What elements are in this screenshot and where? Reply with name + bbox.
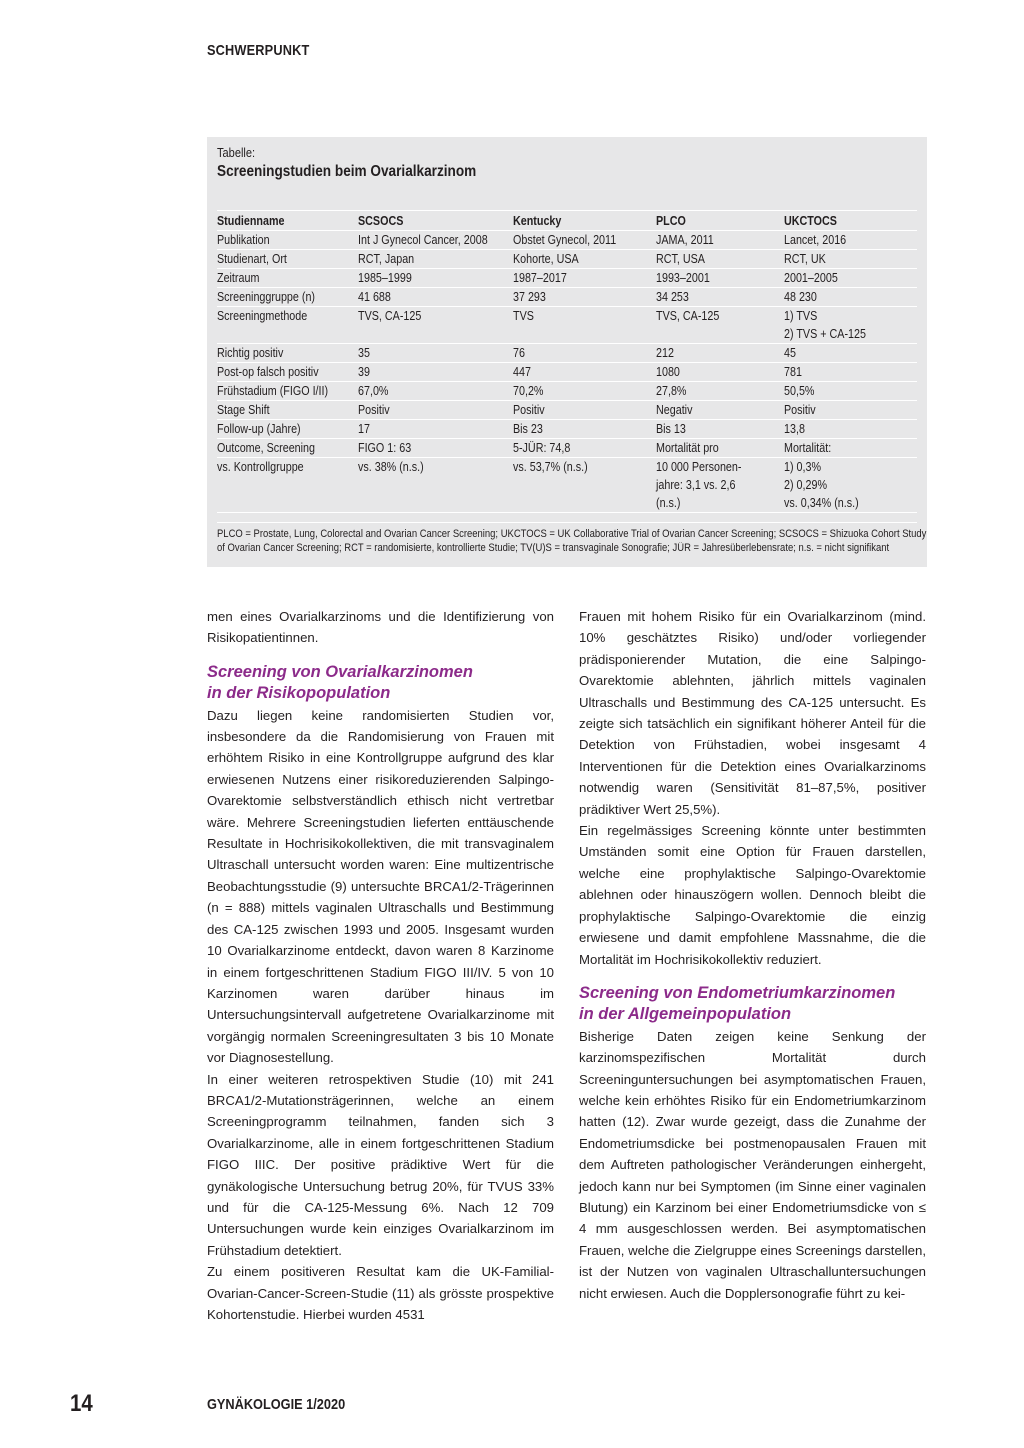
- table-cell: 5-JÜR: 74,8: [513, 441, 571, 455]
- section-heading-line: in der Risikopopulation: [207, 684, 391, 703]
- table-cell: RCT, USA: [656, 252, 705, 266]
- screening-table-box: [207, 137, 927, 567]
- table-cell: 781: [784, 365, 802, 379]
- table-cell: 41 688: [358, 290, 391, 304]
- table-footnote-line: PLCO = Prostate, Lung, Colorectal and Ovarian Cancer Screening; UKCTOCS = UK Collaborative Trial of Ovarian Cancer Screening; SCSOCS = Shizuoka Cohort Study: [217, 528, 927, 540]
- table-cell: Lancet, 2016: [784, 233, 847, 247]
- table-footnote-line: of Ovarian Cancer Screening; RCT = randomisierte, kontrollierte Studie; TV(U)S = transvaginale Sonografie; JÜR = Jahresüberlebensrate; n.s. = nicht signifikant: [217, 542, 890, 554]
- table-row: [217, 325, 917, 344]
- table-row: [217, 458, 917, 477]
- table-cell: Screeningmethode: [217, 309, 308, 323]
- right-text-column: [579, 606, 926, 1304]
- table-cell: 2) TVS + CA-125: [784, 327, 866, 341]
- table-cell: Positiv: [784, 403, 816, 417]
- table-cell: Mortalität pro: [656, 441, 719, 455]
- table-cell: Negativ: [656, 403, 693, 417]
- table-title: Screeningstudien beim Ovarialkarzinom: [217, 163, 477, 180]
- table-cell: JAMA, 2011: [656, 233, 714, 247]
- screening-table: [217, 210, 917, 513]
- table-cell: 48 230: [784, 290, 817, 304]
- table-cell: 70,2%: [513, 384, 544, 398]
- table-cell: vs. Kontrollgruppe: [217, 460, 304, 474]
- table-row: [217, 439, 917, 458]
- table-cell: 76: [513, 346, 525, 360]
- table-cell: RCT, Japan: [358, 252, 415, 266]
- table-cell: 39: [358, 365, 370, 379]
- table-row: [217, 269, 917, 288]
- table-caption: Tabelle:: [217, 145, 256, 160]
- table-cell: 27,8%: [656, 384, 687, 398]
- table-cell: (n.s.): [656, 496, 681, 510]
- section-heading: [207, 662, 554, 705]
- column-header: UKCTOCS: [784, 214, 837, 228]
- left-text-column: [207, 606, 554, 1325]
- table-cell: Positiv: [358, 403, 390, 417]
- table-cell: Post-op falsch positiv: [217, 365, 319, 379]
- table-row: [217, 476, 917, 494]
- table-cell: 13,8: [784, 422, 805, 436]
- table-cell: 35: [358, 346, 370, 360]
- table-cell: TVS, CA-125: [358, 309, 422, 323]
- table-cell: Positiv: [513, 403, 545, 417]
- table-cell: Frühstadium (FIGO I/II): [217, 384, 329, 398]
- table-cell: Follow-up (Jahre): [217, 422, 301, 436]
- table-cell: Publikation: [217, 233, 270, 247]
- body-paragraph: Dazu liegen keine randomisierten Studien vor, insbesondere da die Randomisierung von Frauen mit erhöhtem Risiko in eine Kontrollgruppe aufgrund des klar erwiesenen Nutzens einer risikoreduzierenden Salpingo-Ovarektomie selbstverständlich ethisch nicht vertretbar wäre. Mehrere Screeningstudien lieferten enttäuschende Resultate in Hochrisikokollektiven, die mit transvaginalem Ultraschall untersucht worden waren: Eine multizentrische Beobachtungsstudie (9) untersuchte BRCA1/2-Trägerinnen (n = 888) mittels vaginalen Ultraschalls und Bestimmung des CA-125 zwischen 1993 und 2005. Insgesamt wurden 10 Ovarialkarzinome entdeckt, davon waren 8 Karzinome in einem fortgeschrittenen Stadium FIGO III/IV. 5 von 10 Karzinomen waren darüber hinaus im Untersuchungsintervall aufgetretene Ovarialkarzinome mit vorgängig normalen Screeningresultaten 3 bis 10 Monate vor Diagnosestellung.: [207, 707, 554, 1066]
- table-cell: RCT, UK: [784, 252, 826, 266]
- table-cell: Mortalität:: [784, 441, 832, 455]
- table-row: [217, 344, 917, 363]
- table-cell: vs. 53,7% (n.s.): [513, 460, 588, 474]
- body-paragraph: Frauen mit hohem Risiko für ein Ovarialkarzinom (mind. 10% geschätztes Risiko) und/oder vorliegender prädisponierender Mutation, die eine Salpingo-Ovarektomie ablehnten, jährlich mittels vaginalen Ultraschalls und Bestimmung des CA-125 untersucht. Es zeigte sich tatsächlich ein signifikant höherer Anteil für die Detektion von Frühstadien, wobei insgesamt 4 Interventionen für die Detektion eines Ovarialkarzinoms notwendig waren (Sensitivität 81–87,5%, positiver prädiktiver Wert 25,5%).: [579, 609, 926, 817]
- table-row: [217, 250, 917, 269]
- table-cell: FIGO 1: 63: [358, 441, 412, 455]
- table-cell: 17: [358, 422, 370, 436]
- table-cell: 45: [784, 346, 796, 360]
- table-cell: jahre: 3,1 vs. 2,6: [656, 478, 736, 492]
- table-cell: Studienart, Ort: [217, 252, 287, 266]
- table-cell: Stage Shift: [217, 403, 270, 417]
- table-cell: Bis 13: [656, 422, 686, 436]
- table-row: [217, 307, 917, 326]
- table-cell: Bis 23: [513, 422, 543, 436]
- table-cell: 67,0%: [358, 384, 389, 398]
- column-header: SCSOCS: [358, 214, 404, 228]
- body-paragraph: men eines Ovarialkarzinoms und die Identifizierung von Risikopatientinnen.: [207, 609, 554, 646]
- table-cell: Outcome, Screening: [217, 441, 315, 455]
- table-cell: Obstet Gynecol, 2011: [513, 233, 617, 247]
- section-heading-line: Screening von Endometriumkarzinomen: [579, 983, 896, 1002]
- table-footnote: [217, 522, 927, 555]
- table-row: [217, 420, 917, 439]
- column-header: Studienname: [217, 214, 285, 228]
- table-row: [217, 363, 917, 382]
- journal-footer: GYNÄKOLOGIE 1/2020: [207, 1396, 346, 1413]
- table-cell: vs. 0,34% (n.s.): [784, 496, 859, 510]
- page-number: 14: [70, 1390, 93, 1417]
- section-heading: [579, 983, 926, 1026]
- table-cell: 2) 0,29%: [784, 478, 828, 492]
- body-paragraph: Bisherige Daten zeigen keine Senkung der karzinomspezifischen Mortalität durch Screeninguntersuchungen bei asymptomatischen Frauen, welche kein erhöhtes Risiko für ein Endometriumkarzinom hatten (12). Zwar wurde gezeigt, dass die Zunahme der Endometriumsdicke bei postmenopausalen Frauen mit dem Auftreten pathologischer Veränderungen einhergeht, jedoch kann nur bei Symptomen (im Sinne einer vaginalen Blutung) ein Karzinom bei einer Endometriumsdicke von ≤ 4 mm ausgeschlossen werden. Bei asymptomatischen Frauen, welche die Zielgruppe eines Screenings darstellen, ist der Nutzen von vaginalen Ultraschalluntersuchungen nicht erwiesen. Auch die Dopplersonografie führt zu kei-: [579, 1028, 926, 1301]
- table-row: [217, 494, 917, 513]
- table-cell: 447: [513, 365, 531, 379]
- body-paragraph: Zu einem positiveren Resultat kam die UK-Familial-Ovarian-Cancer-Screen-Studie (11) als grösste prospektive Kohortenstudie. Hierbei wurden 4531: [207, 1264, 554, 1322]
- table-cell: 1985–1999: [358, 271, 412, 285]
- column-header: PLCO: [656, 214, 686, 228]
- table-cell: TVS, CA-125: [656, 309, 720, 323]
- table-row: [217, 288, 917, 307]
- table-cell: Int J Gynecol Cancer, 2008: [358, 233, 488, 247]
- table-row: [217, 231, 917, 250]
- table-header-row: [217, 211, 917, 231]
- table-cell: Kohorte, USA: [513, 252, 579, 266]
- table-cell: Richtig positiv: [217, 346, 284, 360]
- body-paragraph: Ein regelmässiges Screening könnte unter bestimmten Umständen somit eine Option für Frauen darstellen, welche eine prophylaktische Salpingo-Ovarektomie ablehnen oder hinauszögern wollen. Dennoch bleibt die prophylaktische Salpingo-Ovarektomie die einzig erwiesene und damit empfohlene Massnahme, die die Mortalität im Hochrisikokollektiv reduziert.: [579, 823, 926, 967]
- table-cell: 1) 0,3%: [784, 460, 822, 474]
- body-paragraph: In einer weiteren retrospektiven Studie (10) mit 241 BRCA1/2-Mutationsträgerinnen, welche an einem Screeningprogramm teilnahmen, fanden sich 3 Ovarialkarzinome, alle in einem fortgeschrittenen Stadium FIGO IIIC. Der positive prädiktive Wert für die gynäkologische Untersuchung betrug 20%, für TVUS 33% und für die CA-125-Messung 6%. Nach 12 709 Untersuchungen wurde kein einziges Ovarialkarzinom im Frühstadium detektiert.: [207, 1071, 554, 1258]
- table-cell: Screeninggruppe (n): [217, 290, 316, 304]
- table-cell: 1080: [656, 365, 680, 379]
- table-cell: 37 293: [513, 290, 546, 304]
- column-header: Kentucky: [513, 214, 562, 228]
- table-cell: TVS: [513, 309, 534, 323]
- table-row: [217, 382, 917, 401]
- table-cell: 2001–2005: [784, 271, 838, 285]
- table-cell: 212: [656, 346, 674, 360]
- table-cell: 1987–2017: [513, 271, 567, 285]
- table-cell: Zeitraum: [217, 271, 260, 285]
- section-heading-line: in der Allgemeinpopulation: [579, 1005, 792, 1024]
- table-cell: 50,5%: [784, 384, 815, 398]
- table-cell: 1) TVS: [784, 309, 818, 323]
- table-row: [217, 401, 917, 420]
- section-heading-line: Screening von Ovarialkarzinomen: [207, 662, 473, 681]
- table-cell: 10 000 Personen-: [656, 460, 742, 474]
- table-cell: 34 253: [656, 290, 689, 304]
- table-cell: vs. 38% (n.s.): [358, 460, 424, 474]
- table-cell: 1993–2001: [656, 271, 710, 285]
- section-header: SCHWERPUNKT: [207, 42, 310, 59]
